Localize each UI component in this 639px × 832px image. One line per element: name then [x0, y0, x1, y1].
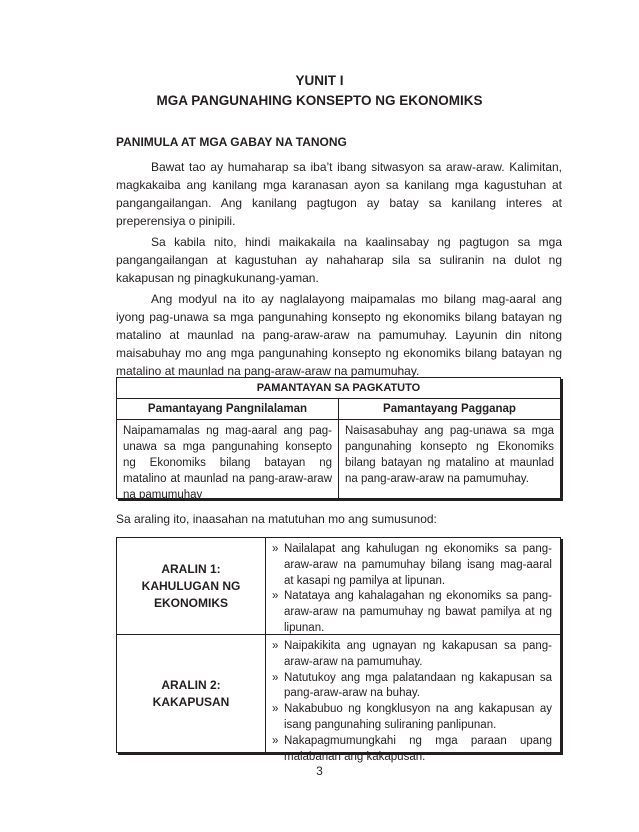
objective-item [272, 589, 552, 636]
standards-body-row [117, 420, 560, 499]
objective-item [272, 702, 552, 734]
performance-standard-text: Naisasabuhay ang pag-unawa sa mga pangunahing konsepto ng Ekonomiks bilang batayan ng matalino at maunlad na pang-araw-araw na pamumuhay. [338, 420, 560, 499]
content-standard-text: Naipamamalas ng mag-aaral ang pag-unawa sa mga pangunahing konsepto ng Ekonomiks bilang batayan ng matalino at maunlad na pang-araw-araw na pamumuhay [123, 425, 332, 501]
lesson-objectives [266, 538, 560, 634]
objective-item [272, 671, 552, 703]
bullet-icon: » [272, 703, 279, 716]
objective-item [272, 734, 552, 766]
lesson-title: ARALIN 2: KAKAPUSAN [117, 635, 266, 752]
lessons-intro: Sa araling ito, inaasahan na matutuhan mo ang sumusunod: [116, 512, 437, 526]
bullet-icon: » [272, 640, 279, 652]
objective-text: Nakabubuo ng kongklusyon na ang kakapusan ay isang pangunahing suliraning panlipunan. [284, 703, 552, 731]
section-heading: PANIMULA AT MGA GABAY NA TANONG [116, 135, 347, 149]
objective-item [272, 542, 552, 589]
bullet-icon: » [272, 671, 279, 684]
objective-text: Nailalapat ang kahulugan ng ekonomiks sa pang-araw-araw na pamumuhay bilang isang mag-aaral at kasapi ng pamilya at lipunan. [284, 543, 552, 587]
page-number: 3 [316, 764, 323, 778]
lesson-row [117, 538, 560, 635]
objective-text: Naipakikita ang ugnayan ng kakapusan sa pang-araw-araw na pamumuhay. [284, 640, 552, 668]
unit-label: YUNIT I [295, 73, 344, 88]
lesson-row [117, 635, 560, 763]
standards-header-row [117, 399, 560, 420]
objective-text: Nakapagmumungkahi ng mga paraan upang malabanan ang kakapusan. [284, 734, 552, 763]
intro-paragraph-3: Ang modyul na ito ay naglalayong maipamalas mo bilang mag-aaral ang iyong pag-unawa sa mga pangunahing konsepto ng ekonomiks bilang batayan ng matalino at maunlad na pang-araw-araw na pamumuhay. Layunin din nitong maisabuhay mo ang mga pangunahing konsepto ng ekonomiks bilang batayan ng matalino at maunlad na pang-araw-araw na pamumuhay. [116, 292, 562, 378]
bullet-icon: » [272, 543, 279, 555]
intro-paragraph-1: Bawat tao ay humaharap sa iba’t ibang sitwasyon sa araw-araw. Kalimitan, magkakaiba ang kanilang mga karanasan ayon sa kanilang mga kagustuhan at pangangailangan. Ang kanilang pagtugon ay batay sa kanilang interes at preperensiya o pinipili. [116, 160, 562, 228]
intro-paragraph-2: Sa kabila nito, hindi maikakaila na kaalinsabay ng pagtugon sa mga pangangailangan at kagustuhan ay nahaharap sila sa suliranin na dulot ng kakapusan ng pinagkukunang-yaman. [116, 235, 562, 285]
objective-text: Natutukoy ang mga palatandaan ng kakapusan sa pang-araw-araw na buhay. [284, 671, 552, 700]
lessons-table [116, 537, 561, 763]
objective-text: Natataya ang kahalagahan ng ekonomiks sa pang-araw-araw na pamumuhay ng bawat pamilya at ng lipunan. [284, 590, 552, 634]
objective-item [272, 639, 552, 671]
lesson-title: ARALIN 1: KAHULUGAN NG EKONOMIKS [117, 538, 266, 634]
bullet-icon: » [272, 590, 279, 603]
lesson-objectives [266, 635, 560, 763]
page-title: MGA PANGUNAHING KONSEPTO NG EKONOMIKS [156, 93, 483, 108]
standards-table-title: PAMANTAYAN SA PAGKATUTO [117, 378, 560, 399]
performance-standard-header: Pamantayang Pagganap [338, 399, 560, 419]
bullet-icon: » [272, 734, 279, 747]
content-standard-header: Pamantayang Pangnilalaman [147, 403, 308, 415]
learning-standards-table [116, 377, 561, 499]
